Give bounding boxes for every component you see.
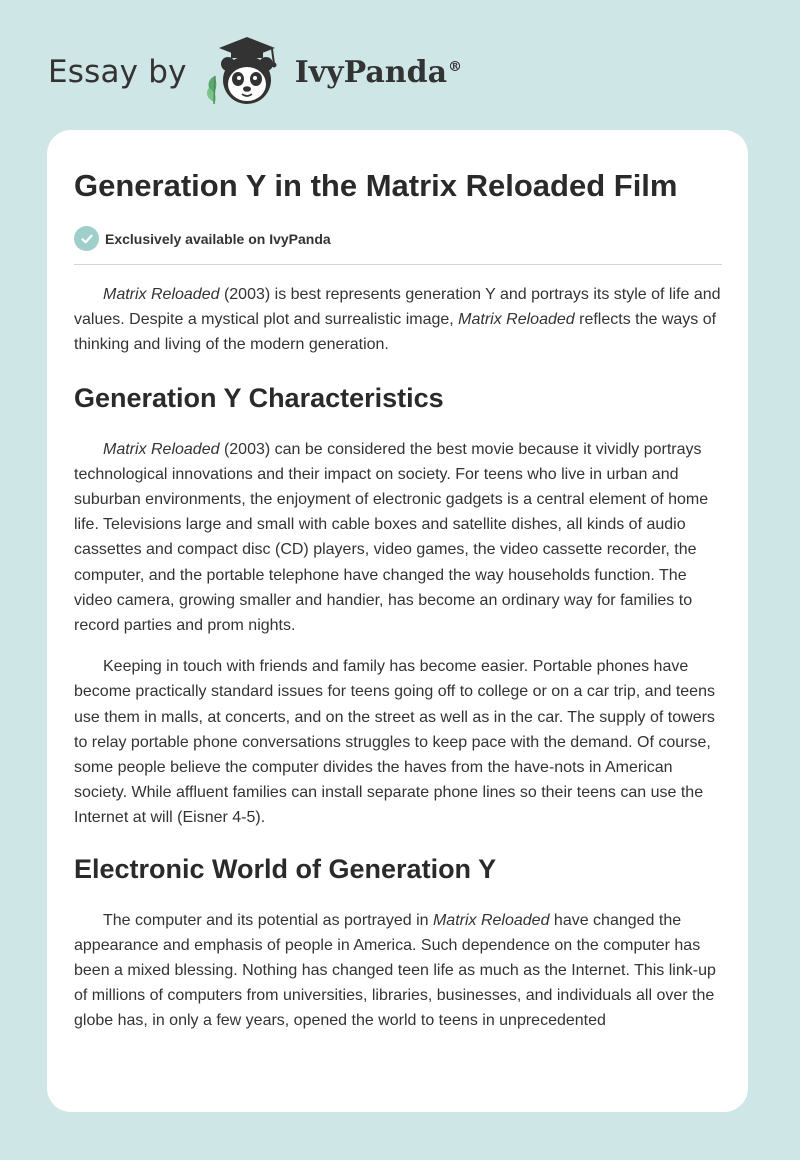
paragraph-characteristics-1: Matrix Reloaded (2003) can be considered the best movie because it vividly portrays technological innovations and their impact on society. For teens who live in urban and suburban environments, the enjoyment of electronic gadgets is a central element of home life. Televisions large and small with cable boxes and satellite dishes, all kinds of audio cassettes and compact disc (CD) players, video games, the video cassette recorder, the computer, and the portable telephone have changed the way households function. The video camera, growing smaller and handier, has become an ordinary way for families to record parties and prom nights. <box>74 440 709 635</box>
exclusive-badge <box>74 226 722 251</box>
exclusive-text: Exclusively available on IvyPanda <box>105 230 331 247</box>
divider <box>74 264 722 265</box>
article-card <box>47 130 748 1112</box>
site-brand[interactable] <box>48 34 462 110</box>
paragraph-intro: Matrix Reloaded (2003) is best represents generation Y and portrays its style of life and values. Despite a mystical plot and surrealistic image, Matrix Reloaded reflects the ways of thinking and living of the modern generation. <box>74 286 721 354</box>
section-heading-electronic-world: Electronic World of Generation Y <box>74 853 497 884</box>
brand-prefix: Essay by <box>48 54 187 90</box>
check-circle-icon <box>74 226 99 251</box>
paragraph-electronic-world: The computer and its potential as portrayed in Matrix Reloaded have changed the appearance and emphasis of people in America. Such dependence on the computer has been a mixed blessing. Nothing has changed teen life as much as the Internet. This link-up of millions of computers from universities, libraries, businesses, and individuals all over the globe has, in only a few years, opened the world to teens in unprecedented <box>74 911 716 1030</box>
article-title: Generation Y in the Matrix Reloaded Film <box>74 168 678 203</box>
section-heading-characteristics: Generation Y Characteristics <box>74 382 444 413</box>
brand-name: IvyPanda® <box>294 54 463 90</box>
panda-graduate-icon <box>201 34 293 110</box>
paragraph-characteristics-2: Keeping in touch with friends and family has become easier. Portable phones have become practically standard issues for teens going off to college or on a car trip, and teens use them in malls, at concerts, and on the street as well as in the car. The supply of towers to relay portable phone conversations struggles to keep pace with the demand. Of course, some people believe the computer divides the haves from the have-nots in American society. While affluent families can install separate phone lines so their teens can use the Internet at will (Eisner 4-5). <box>74 658 715 827</box>
